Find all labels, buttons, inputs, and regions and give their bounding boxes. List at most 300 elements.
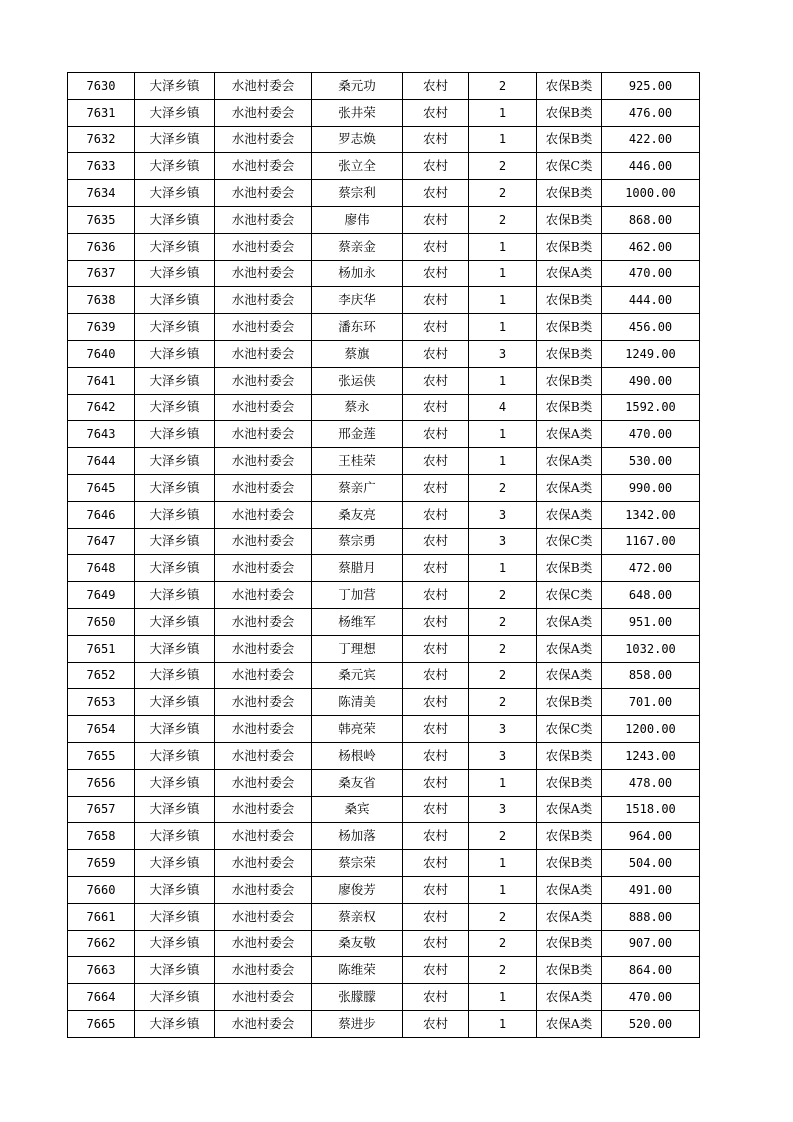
cell-count: 2 (469, 180, 537, 207)
table-row (68, 957, 700, 984)
cell-area: 农村 (403, 367, 469, 394)
cell-area: 农村 (403, 984, 469, 1011)
cell-category: 农保B类 (537, 689, 602, 716)
cell-area: 农村 (403, 73, 469, 100)
table-row (68, 1010, 700, 1037)
cell-village: 水池村委会 (215, 984, 312, 1011)
cell-count: 2 (469, 582, 537, 609)
cell-category: 农保A类 (537, 448, 602, 475)
cell-category: 农保A类 (537, 421, 602, 448)
cell-category: 农保B类 (537, 287, 602, 314)
cell-township: 大泽乡镇 (135, 448, 215, 475)
table-row (68, 769, 700, 796)
cell-township: 大泽乡镇 (135, 608, 215, 635)
cell-id: 7654 (68, 716, 135, 743)
cell-amount: 520.00 (602, 1010, 700, 1037)
cell-area: 农村 (403, 314, 469, 341)
cell-id: 7642 (68, 394, 135, 421)
cell-category: 农保B类 (537, 957, 602, 984)
cell-id: 7635 (68, 206, 135, 233)
cell-id: 7659 (68, 850, 135, 877)
cell-area: 农村 (403, 126, 469, 153)
cell-id: 7633 (68, 153, 135, 180)
cell-amount: 701.00 (602, 689, 700, 716)
cell-township: 大泽乡镇 (135, 314, 215, 341)
cell-category: 农保B类 (537, 850, 602, 877)
cell-name: 蔡旗 (312, 340, 403, 367)
cell-amount: 1342.00 (602, 501, 700, 528)
cell-id: 7662 (68, 930, 135, 957)
cell-id: 7651 (68, 635, 135, 662)
cell-amount: 446.00 (602, 153, 700, 180)
cell-name: 杨维军 (312, 608, 403, 635)
cell-count: 3 (469, 340, 537, 367)
cell-amount: 530.00 (602, 448, 700, 475)
cell-area: 农村 (403, 1010, 469, 1037)
cell-category: 农保B类 (537, 314, 602, 341)
cell-category: 农保B类 (537, 823, 602, 850)
cell-township: 大泽乡镇 (135, 796, 215, 823)
cell-name: 杨根岭 (312, 742, 403, 769)
cell-township: 大泽乡镇 (135, 126, 215, 153)
cell-township: 大泽乡镇 (135, 180, 215, 207)
cell-name: 罗志焕 (312, 126, 403, 153)
table-row (68, 796, 700, 823)
table-row (68, 99, 700, 126)
cell-id: 7640 (68, 340, 135, 367)
table-row (68, 689, 700, 716)
cell-id: 7632 (68, 126, 135, 153)
cell-area: 农村 (403, 501, 469, 528)
cell-category: 农保A类 (537, 260, 602, 287)
cell-township: 大泽乡镇 (135, 260, 215, 287)
cell-id: 7658 (68, 823, 135, 850)
cell-count: 2 (469, 903, 537, 930)
cell-amount: 470.00 (602, 421, 700, 448)
cell-village: 水池村委会 (215, 314, 312, 341)
cell-id: 7656 (68, 769, 135, 796)
cell-township: 大泽乡镇 (135, 742, 215, 769)
cell-id: 7641 (68, 367, 135, 394)
cell-id: 7634 (68, 180, 135, 207)
cell-count: 2 (469, 635, 537, 662)
cell-area: 农村 (403, 769, 469, 796)
cell-amount: 858.00 (602, 662, 700, 689)
cell-amount: 504.00 (602, 850, 700, 877)
cell-amount: 470.00 (602, 984, 700, 1011)
cell-area: 农村 (403, 635, 469, 662)
cell-amount: 648.00 (602, 582, 700, 609)
cell-count: 2 (469, 823, 537, 850)
cell-category: 农保A类 (537, 501, 602, 528)
cell-township: 大泽乡镇 (135, 903, 215, 930)
cell-count: 1 (469, 1010, 537, 1037)
cell-count: 1 (469, 287, 537, 314)
cell-township: 大泽乡镇 (135, 635, 215, 662)
cell-village: 水池村委会 (215, 260, 312, 287)
cell-village: 水池村委会 (215, 608, 312, 635)
cell-township: 大泽乡镇 (135, 769, 215, 796)
cell-name: 张朦朦 (312, 984, 403, 1011)
cell-name: 桑元功 (312, 73, 403, 100)
cell-area: 农村 (403, 957, 469, 984)
cell-amount: 990.00 (602, 474, 700, 501)
cell-village: 水池村委会 (215, 689, 312, 716)
cell-township: 大泽乡镇 (135, 957, 215, 984)
cell-name: 邢金莲 (312, 421, 403, 448)
cell-amount: 1518.00 (602, 796, 700, 823)
cell-id: 7630 (68, 73, 135, 100)
cell-area: 农村 (403, 903, 469, 930)
cell-amount: 478.00 (602, 769, 700, 796)
cell-id: 7649 (68, 582, 135, 609)
table-row (68, 823, 700, 850)
cell-count: 3 (469, 796, 537, 823)
table-row (68, 474, 700, 501)
cell-township: 大泽乡镇 (135, 662, 215, 689)
cell-township: 大泽乡镇 (135, 930, 215, 957)
table-row (68, 153, 700, 180)
cell-amount: 476.00 (602, 99, 700, 126)
cell-township: 大泽乡镇 (135, 340, 215, 367)
table-row (68, 635, 700, 662)
cell-township: 大泽乡镇 (135, 823, 215, 850)
cell-village: 水池村委会 (215, 73, 312, 100)
cell-amount: 864.00 (602, 957, 700, 984)
table-row (68, 876, 700, 903)
cell-name: 蔡宗利 (312, 180, 403, 207)
cell-count: 2 (469, 153, 537, 180)
cell-count: 2 (469, 930, 537, 957)
cell-area: 农村 (403, 394, 469, 421)
cell-category: 农保C类 (537, 153, 602, 180)
cell-township: 大泽乡镇 (135, 528, 215, 555)
cell-id: 7653 (68, 689, 135, 716)
cell-count: 1 (469, 260, 537, 287)
cell-amount: 888.00 (602, 903, 700, 930)
cell-category: 农保B类 (537, 73, 602, 100)
cell-amount: 1243.00 (602, 742, 700, 769)
cell-village: 水池村委会 (215, 716, 312, 743)
cell-township: 大泽乡镇 (135, 421, 215, 448)
cell-id: 7637 (68, 260, 135, 287)
cell-id: 7655 (68, 742, 135, 769)
cell-category: 农保B类 (537, 367, 602, 394)
table-row (68, 501, 700, 528)
cell-amount: 422.00 (602, 126, 700, 153)
cell-township: 大泽乡镇 (135, 287, 215, 314)
cell-count: 2 (469, 474, 537, 501)
cell-category: 农保B类 (537, 180, 602, 207)
cell-area: 农村 (403, 608, 469, 635)
cell-amount: 1592.00 (602, 394, 700, 421)
cell-area: 农村 (403, 206, 469, 233)
cell-category: 农保B类 (537, 769, 602, 796)
cell-area: 农村 (403, 448, 469, 475)
cell-id: 7647 (68, 528, 135, 555)
cell-count: 1 (469, 99, 537, 126)
cell-count: 1 (469, 421, 537, 448)
table-row (68, 421, 700, 448)
cell-name: 桑元宾 (312, 662, 403, 689)
cell-count: 1 (469, 367, 537, 394)
table-row (68, 287, 700, 314)
cell-township: 大泽乡镇 (135, 501, 215, 528)
cell-id: 7646 (68, 501, 135, 528)
cell-name: 陈维荣 (312, 957, 403, 984)
cell-count: 1 (469, 126, 537, 153)
cell-area: 农村 (403, 742, 469, 769)
cell-amount: 491.00 (602, 876, 700, 903)
cell-amount: 868.00 (602, 206, 700, 233)
cell-village: 水池村委会 (215, 1010, 312, 1037)
cell-name: 陈清美 (312, 689, 403, 716)
cell-category: 农保B类 (537, 99, 602, 126)
cell-township: 大泽乡镇 (135, 582, 215, 609)
cell-village: 水池村委会 (215, 742, 312, 769)
cell-township: 大泽乡镇 (135, 206, 215, 233)
cell-area: 农村 (403, 233, 469, 260)
cell-village: 水池村委会 (215, 287, 312, 314)
cell-village: 水池村委会 (215, 233, 312, 260)
cell-township: 大泽乡镇 (135, 716, 215, 743)
cell-township: 大泽乡镇 (135, 555, 215, 582)
cell-amount: 462.00 (602, 233, 700, 260)
cell-area: 农村 (403, 850, 469, 877)
cell-area: 农村 (403, 340, 469, 367)
cell-amount: 470.00 (602, 260, 700, 287)
cell-area: 农村 (403, 689, 469, 716)
table-row (68, 314, 700, 341)
cell-name: 蔡腊月 (312, 555, 403, 582)
cell-village: 水池村委会 (215, 474, 312, 501)
cell-area: 农村 (403, 99, 469, 126)
cell-area: 农村 (403, 474, 469, 501)
cell-amount: 1200.00 (602, 716, 700, 743)
cell-id: 7663 (68, 957, 135, 984)
cell-category: 农保B类 (537, 340, 602, 367)
cell-amount: 1000.00 (602, 180, 700, 207)
cell-category: 农保C类 (537, 528, 602, 555)
cell-village: 水池村委会 (215, 180, 312, 207)
cell-category: 农保A类 (537, 1010, 602, 1037)
cell-amount: 907.00 (602, 930, 700, 957)
cell-count: 2 (469, 662, 537, 689)
cell-amount: 951.00 (602, 608, 700, 635)
cell-name: 王桂荣 (312, 448, 403, 475)
cell-village: 水池村委会 (215, 635, 312, 662)
table-row (68, 367, 700, 394)
cell-name: 蔡进步 (312, 1010, 403, 1037)
cell-count: 1 (469, 984, 537, 1011)
cell-area: 农村 (403, 528, 469, 555)
cell-category: 农保B类 (537, 555, 602, 582)
cell-area: 农村 (403, 716, 469, 743)
cell-count: 1 (469, 233, 537, 260)
cell-category: 农保A类 (537, 984, 602, 1011)
cell-area: 农村 (403, 662, 469, 689)
cell-name: 蔡亲金 (312, 233, 403, 260)
table-row (68, 555, 700, 582)
cell-count: 1 (469, 850, 537, 877)
cell-category: 农保B类 (537, 742, 602, 769)
cell-name: 桑友敬 (312, 930, 403, 957)
cell-name: 张运侠 (312, 367, 403, 394)
cell-category: 农保C类 (537, 716, 602, 743)
cell-name: 蔡亲权 (312, 903, 403, 930)
cell-township: 大泽乡镇 (135, 1010, 215, 1037)
cell-village: 水池村委会 (215, 448, 312, 475)
cell-village: 水池村委会 (215, 367, 312, 394)
data-table (67, 72, 700, 1038)
cell-village: 水池村委会 (215, 769, 312, 796)
cell-township: 大泽乡镇 (135, 850, 215, 877)
cell-id: 7665 (68, 1010, 135, 1037)
cell-id: 7652 (68, 662, 135, 689)
cell-category: 农保A类 (537, 903, 602, 930)
cell-category: 农保B类 (537, 206, 602, 233)
cell-name: 丁加营 (312, 582, 403, 609)
table-row (68, 233, 700, 260)
table-row (68, 206, 700, 233)
table-row (68, 716, 700, 743)
cell-village: 水池村委会 (215, 501, 312, 528)
cell-name: 蔡宗荣 (312, 850, 403, 877)
cell-count: 3 (469, 528, 537, 555)
cell-township: 大泽乡镇 (135, 99, 215, 126)
cell-category: 农保B类 (537, 394, 602, 421)
cell-village: 水池村委会 (215, 528, 312, 555)
cell-township: 大泽乡镇 (135, 394, 215, 421)
cell-id: 7636 (68, 233, 135, 260)
cell-name: 桑宾 (312, 796, 403, 823)
cell-id: 7657 (68, 796, 135, 823)
cell-area: 农村 (403, 876, 469, 903)
cell-area: 农村 (403, 180, 469, 207)
table-body (68, 73, 700, 1038)
cell-area: 农村 (403, 582, 469, 609)
cell-count: 1 (469, 555, 537, 582)
cell-area: 农村 (403, 153, 469, 180)
cell-name: 杨加落 (312, 823, 403, 850)
cell-village: 水池村委会 (215, 126, 312, 153)
cell-count: 1 (469, 876, 537, 903)
cell-id: 7631 (68, 99, 135, 126)
cell-village: 水池村委会 (215, 206, 312, 233)
cell-count: 1 (469, 448, 537, 475)
cell-name: 杨加永 (312, 260, 403, 287)
cell-village: 水池村委会 (215, 823, 312, 850)
cell-amount: 472.00 (602, 555, 700, 582)
cell-count: 2 (469, 73, 537, 100)
cell-id: 7643 (68, 421, 135, 448)
table-row (68, 742, 700, 769)
cell-area: 农村 (403, 555, 469, 582)
table-row (68, 850, 700, 877)
cell-name: 张立全 (312, 153, 403, 180)
cell-category: 农保A类 (537, 662, 602, 689)
cell-area: 农村 (403, 796, 469, 823)
cell-amount: 964.00 (602, 823, 700, 850)
cell-village: 水池村委会 (215, 796, 312, 823)
cell-id: 7661 (68, 903, 135, 930)
cell-village: 水池村委会 (215, 582, 312, 609)
cell-name: 蔡亲广 (312, 474, 403, 501)
cell-area: 农村 (403, 421, 469, 448)
cell-category: 农保A类 (537, 635, 602, 662)
cell-category: 农保B类 (537, 930, 602, 957)
cell-category: 农保B类 (537, 233, 602, 260)
cell-village: 水池村委会 (215, 957, 312, 984)
table-row (68, 340, 700, 367)
cell-township: 大泽乡镇 (135, 233, 215, 260)
cell-category: 农保A类 (537, 474, 602, 501)
cell-count: 2 (469, 206, 537, 233)
cell-id: 7650 (68, 608, 135, 635)
cell-name: 张井荣 (312, 99, 403, 126)
cell-village: 水池村委会 (215, 850, 312, 877)
cell-name: 韩亮荣 (312, 716, 403, 743)
cell-township: 大泽乡镇 (135, 73, 215, 100)
cell-id: 7644 (68, 448, 135, 475)
table-row (68, 662, 700, 689)
table-row (68, 73, 700, 100)
cell-name: 蔡永 (312, 394, 403, 421)
cell-village: 水池村委会 (215, 421, 312, 448)
cell-id: 7645 (68, 474, 135, 501)
cell-amount: 456.00 (602, 314, 700, 341)
table-row (68, 394, 700, 421)
cell-village: 水池村委会 (215, 930, 312, 957)
cell-count: 4 (469, 394, 537, 421)
cell-name: 廖俊芳 (312, 876, 403, 903)
cell-area: 农村 (403, 823, 469, 850)
cell-amount: 1167.00 (602, 528, 700, 555)
cell-count: 2 (469, 957, 537, 984)
cell-amount: 1032.00 (602, 635, 700, 662)
cell-id: 7664 (68, 984, 135, 1011)
table-row (68, 582, 700, 609)
cell-area: 农村 (403, 260, 469, 287)
cell-name: 桑友省 (312, 769, 403, 796)
cell-category: 农保B类 (537, 126, 602, 153)
cell-count: 1 (469, 769, 537, 796)
cell-amount: 444.00 (602, 287, 700, 314)
table-row (68, 528, 700, 555)
cell-amount: 1249.00 (602, 340, 700, 367)
table-row (68, 126, 700, 153)
table-row (68, 448, 700, 475)
cell-name: 丁理想 (312, 635, 403, 662)
cell-village: 水池村委会 (215, 394, 312, 421)
table-row (68, 930, 700, 957)
cell-township: 大泽乡镇 (135, 984, 215, 1011)
cell-township: 大泽乡镇 (135, 876, 215, 903)
table-row (68, 180, 700, 207)
cell-village: 水池村委会 (215, 876, 312, 903)
table-row (68, 260, 700, 287)
cell-category: 农保C类 (537, 582, 602, 609)
cell-id: 7648 (68, 555, 135, 582)
cell-township: 大泽乡镇 (135, 367, 215, 394)
cell-village: 水池村委会 (215, 555, 312, 582)
cell-name: 李庆华 (312, 287, 403, 314)
table-row (68, 608, 700, 635)
cell-village: 水池村委会 (215, 662, 312, 689)
cell-category: 农保A类 (537, 796, 602, 823)
cell-count: 2 (469, 689, 537, 716)
table-row (68, 984, 700, 1011)
